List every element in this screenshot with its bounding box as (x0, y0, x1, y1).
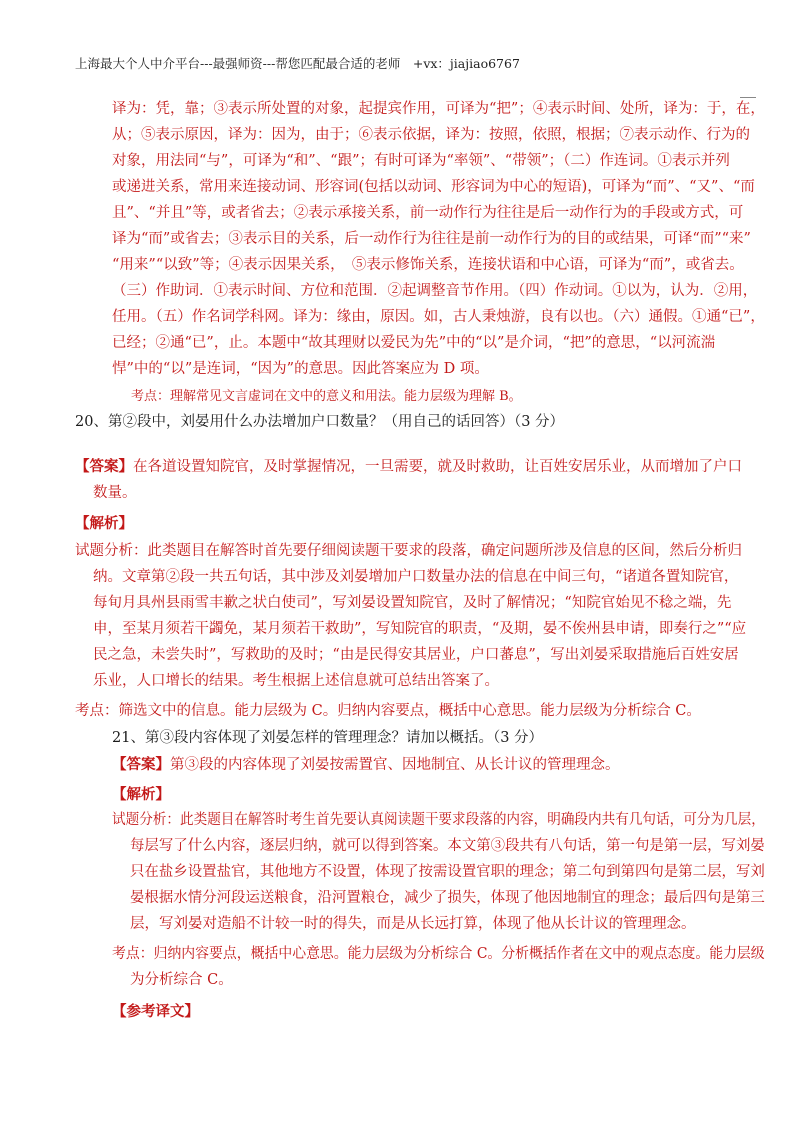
explanation-line: 已经；②通“已”，止。本题中“故其理财以爱民为先”中的“以”是介词，“把”的意思，“以河流湍 (112, 335, 716, 351)
explanation-line: “用来”“以致”等；④表示因果关系， ⑤表示修饰关系，连接状语和中心语，可译为“而”，或省去。 (112, 257, 744, 273)
kaodian-19: 考点：理解常见文言虚词在文中的意义和用法。能力层级为理解 B。 (131, 389, 522, 404)
answer-20-text: 在各道设置知院官，及时掌握情况，一旦需要，就及时救助，让百姓安居乐业，从而增加了户口 (133, 459, 742, 475)
analysis-tag-21: 【解析】 (112, 786, 170, 803)
kaodian-21-line: 考点：归纳内容要点，概括中心意思。能力层级为分析综合 C。分析概括作者在文中的观点态度。能力层级 (112, 946, 765, 962)
analysis-20-line: 民之急，未尝失时”，写救助的及时；“由是民得安其居业，户口蕃息”，写出刘晏采取措施后百姓安居 (93, 647, 739, 663)
answer-21-line (112, 753, 620, 774)
question-21: 21、第③段内容体现了刘晏怎样的管理理念？请加以概括。（3 分） (112, 730, 544, 746)
analysis-21-line: 晏根据水情分河段运送粮食，沿河置粮仓，减少了损失，体现了他因地制宜的理念；最后四句是第三 (130, 890, 765, 906)
analysis-21-line: 试题分析：此类题目在解答时考生首先要认真阅读题干要求段落的内容，明确段内共有几句话，可分为几层， (112, 812, 765, 828)
question-20: 20、第②段中，刘晏用什么办法增加户口数量？（用自己的话回答）（3 分） (75, 414, 565, 430)
explanation-line: 译为“而”或省去；③表示目的关系，后一动作行为往往是前一动作行为的目的或结果，可译“而”“来” (112, 231, 751, 247)
analysis-tag-20: 【解析】 (75, 515, 133, 532)
explanation-line: （三）作助词．①表示时间、方位和范围．②起调整音节作用。（四）作动词。①以为，认为．②用， (112, 283, 758, 299)
answer-20-line-1 (75, 455, 742, 476)
analysis-20-line: 乐业，人口增长的结果。考生根据上述信息就可总结出答案了。 (93, 673, 499, 689)
answer-20-line-2: 数量。 (93, 485, 137, 501)
answer-21-text: 第③段的内容体现了刘晏按需置官、因地制宜、从长计议的管理理念。 (170, 757, 620, 773)
analysis-20-line: 申，至某月须若干蠲免，某月须若干救助”，写知院官的职责，“及期，晏不俟州县申请，即奏行之”“应 (93, 621, 747, 637)
explanation-line: 悍”中的“以”是连词，“因为”的意思。因此答案应为 D 项。 (112, 361, 489, 377)
explanation-line: 且”、“并且”等，或者省去；②表示承接关系，前一动作行为往往是后一动作行为的手段或方式，可 (112, 205, 744, 221)
explanation-line: 或递进关系，常用来连接动词、形容词(包括以动词、形容词为中心的短语)，可译为“而”、“又”、“而 (112, 179, 755, 195)
explanation-line: 从；⑤表示原因，译为：因为，由于；⑥表示依据，译为：按照，依照，根据；⑦表示动作、行为的 (112, 127, 750, 143)
analysis-21-line: 每层写了什么内容，逐层归纳，就可以得到答案。本文第③段共有八句话，第一句是第一层，写刘晏 (130, 838, 765, 854)
analysis-21-line: 只在盐乡设置盐官，其他地方不设置，体现了按需设置官职的理念；第二句到第四句是第二层，写刘 (130, 864, 765, 880)
analysis-21-line: 层，写刘晏对造船不计较一时的得失，而是从长远打算，体现了他从长计议的管理理念。 (130, 916, 696, 932)
explanation-line: 对象，用法同“与”，可译为“和”、“跟”；有时可译为“率领”、“带领”；（二）作连词。①表示并列 (112, 153, 730, 169)
kaodian-21-line: 为分析综合 C。 (130, 972, 233, 988)
answer-tag: 【答案】 (112, 756, 170, 773)
translation-tag: 【参考译文】 (112, 1003, 199, 1020)
explanation-line: 译为：凭，靠；③表示所处置的对象，起提宾作用，可译为“把”；④表示时间、处所，译为：于，在， (112, 101, 765, 117)
analysis-20-line: 试题分析：此类题目在解答时首先要仔细阅读题干要求的段落，确定问题所涉及信息的区间，然后分析归 (75, 543, 742, 559)
page-header: 上海最大个人中介平台---最强师资---帮您匹配最合适的老师 +vx：jiajiao6767 (75, 56, 520, 71)
analysis-20-line: 纳。文章第②段一共五句话，其中涉及刘晏增加户口数量办法的信息在中间三句，“诸道各置知院官， (93, 569, 739, 585)
explanation-line: 任用。（五）作名词学科网。译为：缘由，原因。如，古人秉烛游，良有以也。（六）通假。①通“已”， (112, 309, 765, 325)
analysis-20-line: 每旬月具州县雨雪丰歉之状白使司”，写刘晏设置知院官，及时了解情况；“知院官始见不稔之端，先 (93, 595, 732, 611)
kaodian-20: 考点：筛选文中的信息。能力层级为 C。归纳内容要点，概括中心意思。能力层级为分析综合 C。 (75, 703, 701, 719)
answer-tag: 【答案】 (75, 458, 133, 475)
